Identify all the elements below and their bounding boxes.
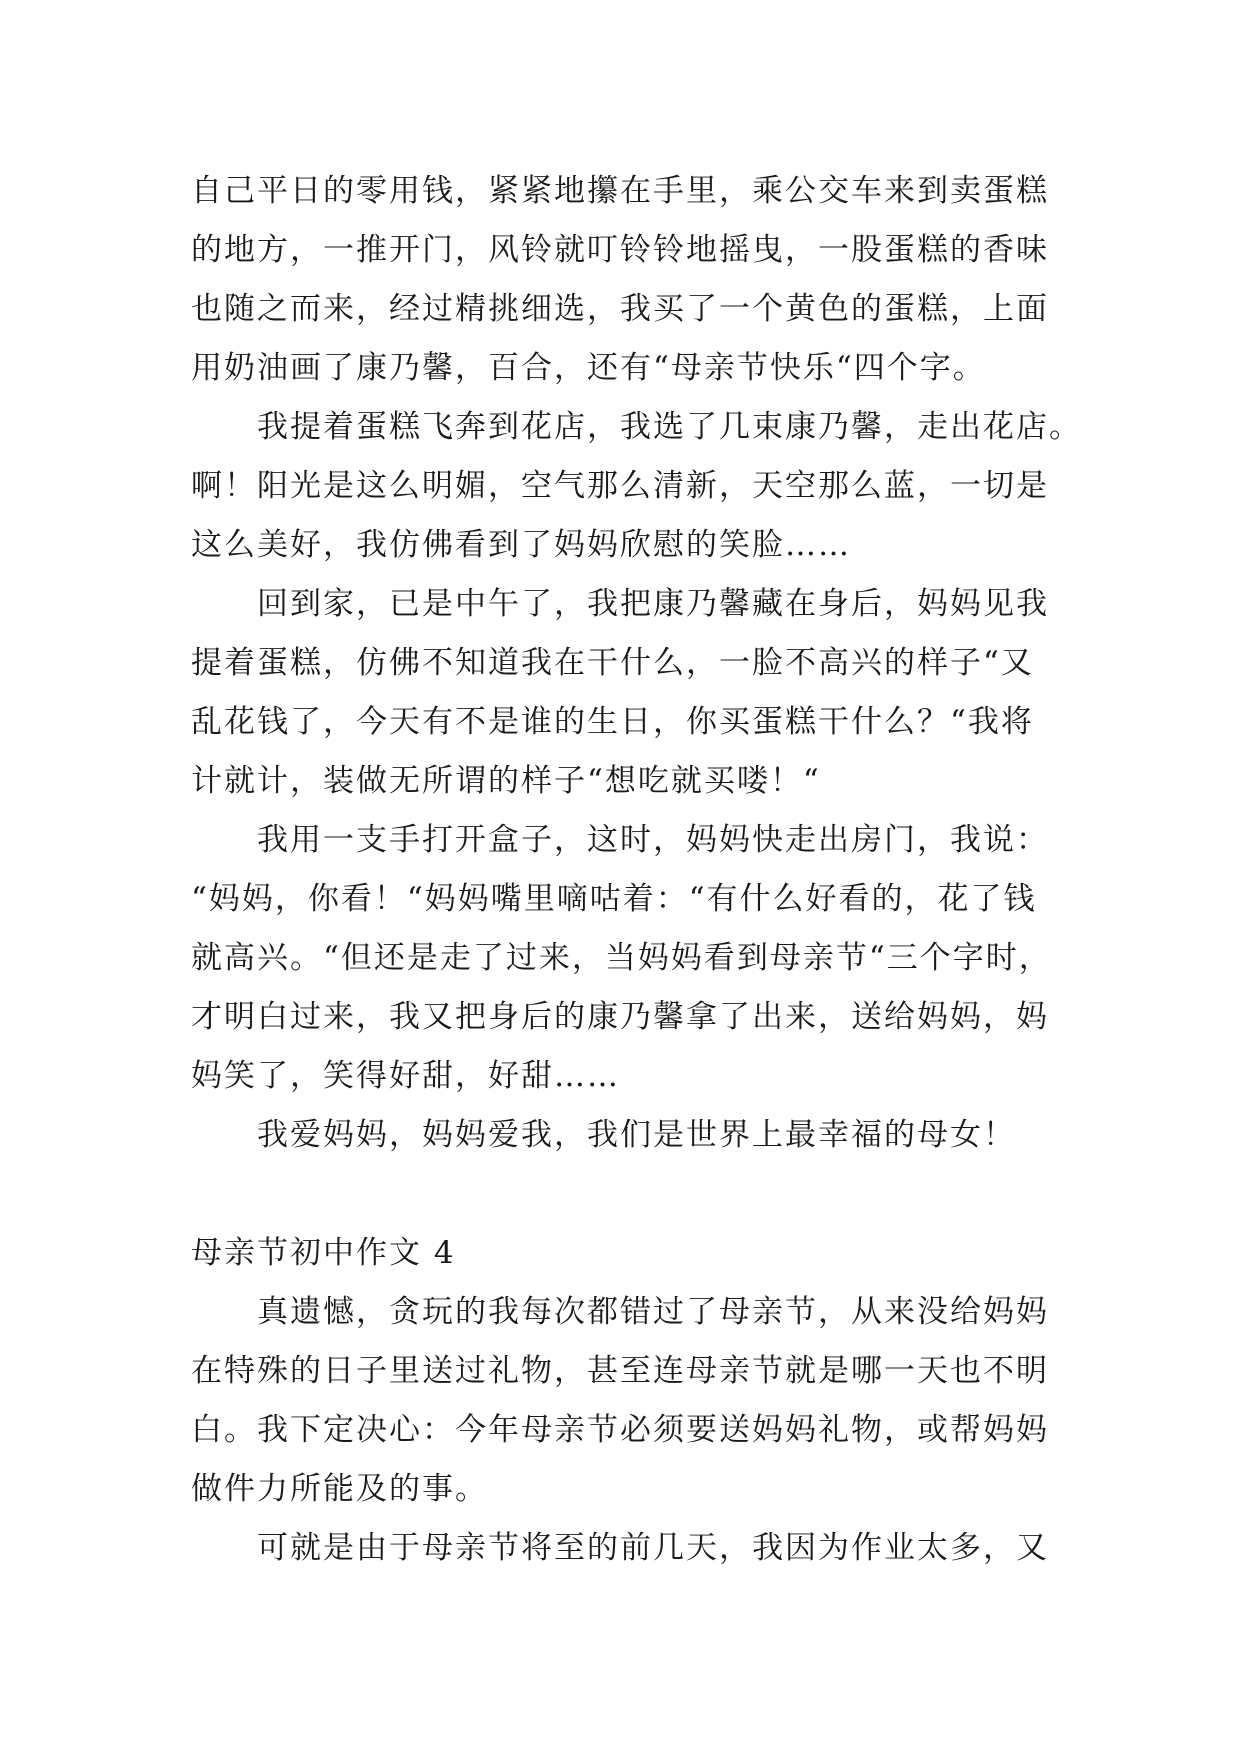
text-line: 自己平日的零用钱，紧紧地攥在手里，乘公交车来到卖蛋糕 (191, 173, 1049, 209)
text-line: 这么美好，我仿佛看到了妈妈欣慰的笑脸…… (191, 527, 851, 563)
text-line: 白。我下定决心：今年母亲节必须要送妈妈礼物，或帮妈妈 (191, 1412, 1049, 1448)
text-line: 计就计，装做无所谓的样子“想吃就买喽！“ (191, 763, 821, 799)
text-line: 我用一支手打开盒子，这时，妈妈快走出房门，我说： (257, 822, 1049, 858)
text-line: 的地方，一推开门，风铃就叮铃铃地摇曳，一股蛋糕的香味 (191, 232, 1049, 268)
paragraph-gap (191, 1165, 1051, 1224)
text-line: 我提着蛋糕飞奔到花店，我选了几束康乃馨，走出花店。 (257, 409, 1082, 445)
text-line: 我爱妈妈，妈妈爱我，我们是世界上最幸福的母女！ (257, 1117, 1016, 1153)
document-page (191, 162, 1082, 1578)
text-line: 用奶油画了康乃馨，百合，还有“母亲节快乐“四个字。 (191, 350, 986, 386)
text-line: 也随之而来，经过精挑细选，我买了一个黄色的蛋糕，上面 (191, 291, 1049, 327)
text-line: 回到家，已是中午了，我把康乃馨藏在身后，妈妈见我 (257, 586, 1049, 622)
text-line: 乱花钱了，今天有不是谁的生日，你买蛋糕干什么？“我将 (191, 704, 1034, 740)
text-line: 啊！阳光是这么明媚，空气那么清新，天空那么蓝，一切是 (191, 468, 1049, 504)
text-line: 妈笑了，笑得好甜，好甜…… (191, 1058, 620, 1094)
text-line: “妈妈，你看！“妈妈嘴里嘀咕着：“有什么好看的，花了钱 (191, 881, 1037, 917)
text-line: 做件力所能及的事。 (191, 1471, 488, 1507)
text-line: 可就是由于母亲节将至的前几天，我因为作业太多，又 (257, 1530, 1049, 1566)
text-line: 真遗憾，贪玩的我每次都错过了母亲节，从来没给妈妈 (257, 1294, 1049, 1330)
text-line: 提着蛋糕，仿佛不知道我在干什么，一脸不高兴的样子“又 (191, 645, 1034, 681)
text-line: 才明白过来，我又把身后的康乃馨拿了出来，送给妈妈，妈 (191, 999, 1049, 1035)
text-line: 在特殊的日子里送过礼物，甚至连母亲节就是哪一天也不明 (191, 1353, 1049, 1389)
section-heading: 母亲节初中作文 4 (191, 1235, 456, 1271)
text-line: 就高兴。“但还是走了过来，当妈妈看到母亲节“三个字时， (191, 940, 1052, 976)
